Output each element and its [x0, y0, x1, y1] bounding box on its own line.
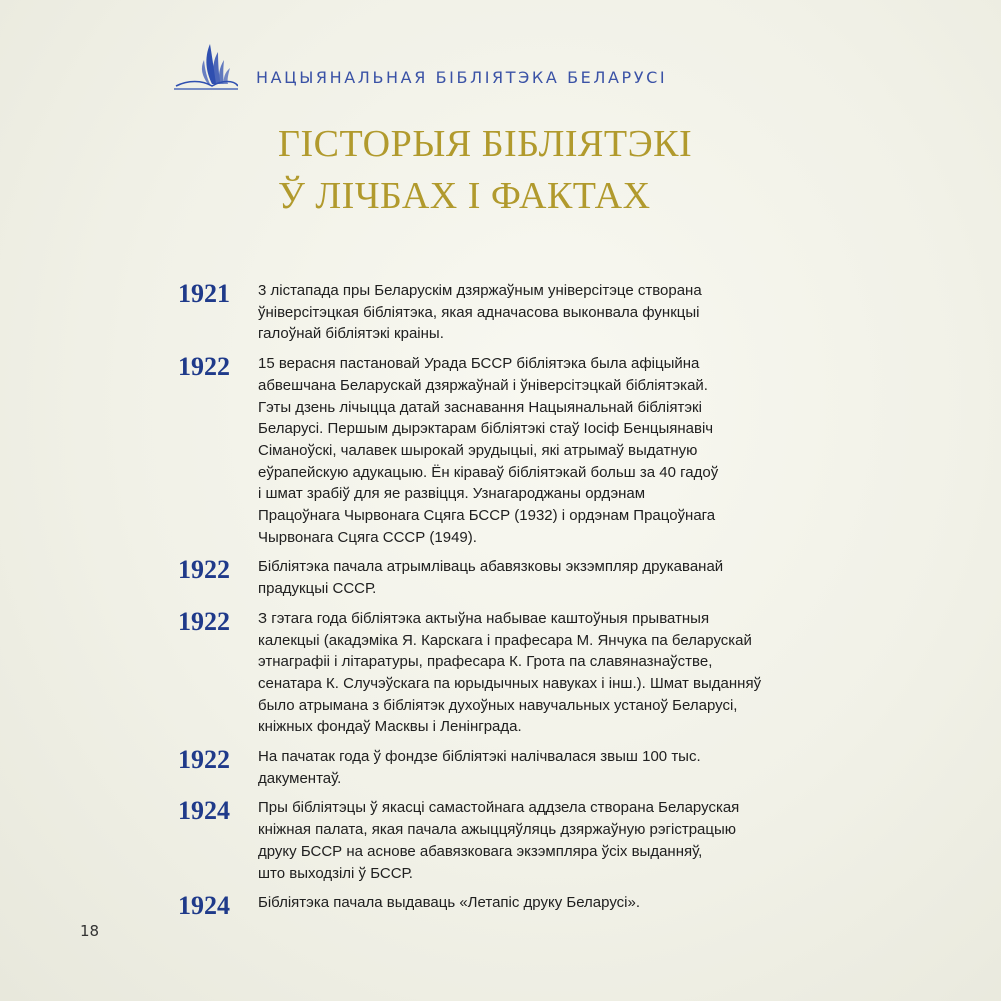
entry-text: З гэтага года бібліятэка актыўна набывае каштоўныя прыватныя калекцыі (акадэміка Я. Карскага і прафесара М. Янчука па беларускай этнаграфіі і літаратуры, прафесара К. Грота па славяназнаўстве, сенатара К. Случэўскага па юрыдычных навуках і інш.). Шмат выданняў было атрымана з бібліятэк духоўных навучальных устаноў Беларусі, кніжных фондаў Масквы і Ленінграда. — [258, 609, 762, 736]
entry-text: 3 лістапада пры Беларускім дзяржаўным універсітэце створана ўніверсітэцкая бібліятэка, якая адначасова выконвала функцыі галоўнай бібліятэкі краіны. — [258, 282, 702, 343]
entry-year: 1922 — [178, 745, 230, 775]
entry-year: 1922 — [178, 555, 230, 585]
page-title — [278, 118, 692, 222]
timeline-entry — [178, 608, 818, 738]
page-title-line-1: ГІСТОРЫЯ БІБЛІЯТЭКІ — [278, 123, 693, 165]
entry-year: 1922 — [178, 606, 230, 636]
page-number: 18 — [80, 922, 100, 940]
timeline-entry — [178, 556, 818, 599]
timeline-entry — [178, 280, 818, 345]
timeline-entry — [178, 353, 818, 548]
entry-year: 1921 — [178, 279, 230, 308]
timeline-entry — [178, 746, 818, 789]
entry-text: На пачатак года ў фондзе бібліятэкі налічвалася звыш 100 тыс. дакументаў. — [258, 748, 701, 787]
entry-year: 1924 — [178, 891, 230, 921]
timeline — [178, 280, 818, 927]
entry-year: 1922 — [178, 352, 230, 382]
entry-text: Бібліятэка пачала выдаваць «Летапіс друку Беларусі». — [258, 894, 640, 912]
entry-text: 15 верасня пастановай Урада БССР бібліятэка была афіцыйна абвешчана Беларускай дзяржаўнай і ўніверсітэцкай бібліятэкай. Гэты дзень лічыцца датай заснавання Нацыянальнай бібліятэкі Беларусі. Першым дырэктарам бібліятэкі стаў Іосіф Бенцыянавіч Сіманоўскі, чалавек шырокай эрудыцыі, які атрымаў выдатную еўрапейскую адукацыю. Ён кіраваў бібліятэкай больш за 40 гадоў і шмат зрабіў для яе развіцця. Узнагароджаны ордэнам Працоўнага Чырвонага Сцяга БССР (1932) і ордэнам Працоўнага Чырвонага Сцяга СССР (1949). — [258, 355, 719, 546]
page-title-line-2: Ў ЛІЧБАХ І ФАКТАХ — [278, 175, 651, 217]
timeline-entry — [178, 892, 818, 919]
entry-text: Бібліятэка пачала атрымліваць абавязковы экзэмпляр друкаванай прадукцыі СССР. — [258, 558, 724, 598]
timeline-entry — [178, 797, 818, 884]
entry-text: Пры бібліятэцы ў якасці самастойнага аддзела створана Беларуская кніжная палата, якая пачала ажыццяўляць дзяржаўную рэгістрацыю друку БССР на аснове абавязковага экзэмпляра ўсіх выданняў, што выходзілі ў БССР. — [258, 799, 740, 882]
library-logo-icon — [172, 38, 238, 92]
entry-year: 1924 — [178, 796, 230, 826]
library-name: НАЦЫЯНАЛЬНАЯ БІБЛІЯТЭКА БЕЛАРУСІ — [256, 68, 668, 87]
